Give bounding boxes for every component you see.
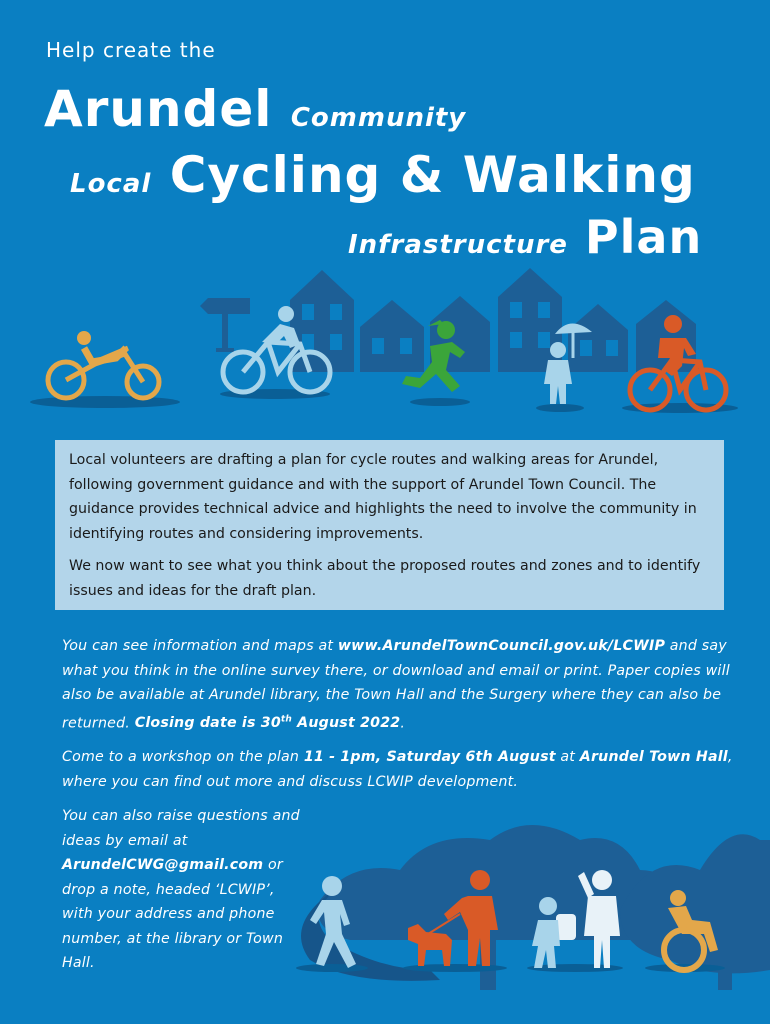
signpost-icon <box>200 298 250 352</box>
email-link[interactable]: ArundelCWG@gmail.com <box>62 857 264 873</box>
info-box <box>55 440 724 610</box>
info-paragraph-1: Local volunteers are drafting a plan for cycle routes and walking areas for Arundel, following government guidance and with the support of Arundel Town Council. The guidance provides technical advice and highlights the need to involve the community in identifying routes and considering improvements. <box>69 452 697 542</box>
top-illustration <box>0 262 770 422</box>
title-arundel: Arundel <box>44 80 273 138</box>
title-community: Community <box>290 103 467 133</box>
details-text: or drop a note, headed ‘LCWIP’, with your address and phone number, at the library or Town Hall. <box>62 857 284 971</box>
title-line-2 <box>70 146 696 204</box>
details-paragraph-contact <box>62 804 302 976</box>
details-text: at <box>555 749 580 765</box>
workshop-place: Arundel Town Hall <box>579 749 728 765</box>
workshop-time: 11 - 1pm, Saturday 6th August <box>303 749 556 765</box>
website-link[interactable]: www.ArundelTownCouncil.gov.uk/LCWIP <box>337 638 666 654</box>
closing-date-sup: th <box>280 714 293 725</box>
houses-icon <box>290 268 696 372</box>
title-infrastructure: Infrastructure <box>348 230 568 260</box>
details-paragraph-website <box>62 634 752 736</box>
recumbent-bike-icon <box>48 331 159 398</box>
details-text: . <box>400 715 406 732</box>
title-line-3 <box>348 210 702 264</box>
title-local: Local <box>70 169 152 199</box>
closing-date-text: Closing date is 30 <box>134 715 281 732</box>
details-text: You can also raise questions and ideas by email at <box>62 808 300 849</box>
details-paragraph-workshop <box>62 745 752 794</box>
intro-text: Help create the <box>46 38 216 62</box>
bottom-illustration <box>290 800 770 1024</box>
title-line-1 <box>44 80 466 138</box>
info-paragraph-2: We now want to see what you think about the proposed routes and zones and to identify issues and ideas for the draft plan. <box>69 558 701 599</box>
title-cycling-walking: Cycling & Walking <box>169 146 696 204</box>
closing-date <box>135 715 401 731</box>
title-plan: Plan <box>584 210 703 264</box>
details-text: and say what you think in the online survey there, or download and email or print. Paper copies will also be available at Arundel library, the Town Hall and the Surgery where they can also be returned. <box>62 638 730 732</box>
details-text: Come to a workshop on the plan <box>62 749 304 765</box>
details-text: , where you can find out more and discuss LCWIP development. <box>62 749 733 790</box>
closing-date-month: August 2022 <box>292 715 401 732</box>
details-text: You can see information and maps at <box>62 638 338 654</box>
